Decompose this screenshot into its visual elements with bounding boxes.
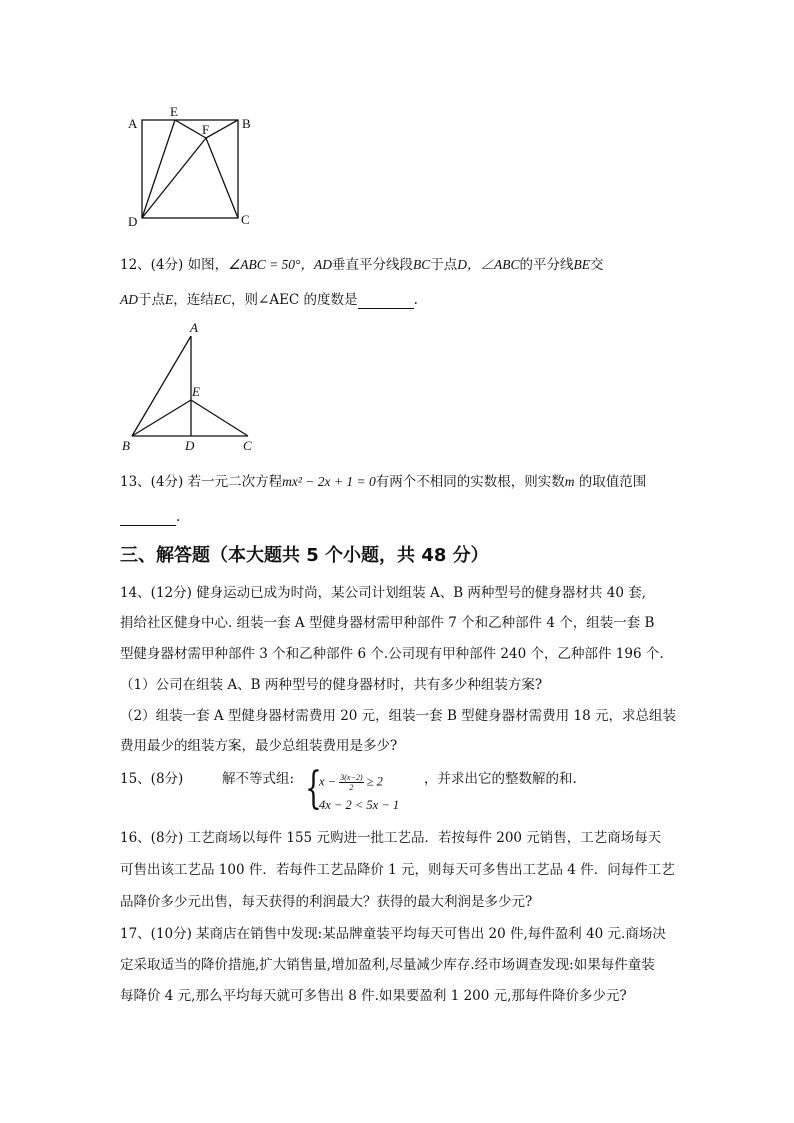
segment-be (132, 400, 191, 436)
q15-text: 解不等式组: (222, 771, 295, 787)
figure-triangle (115, 318, 265, 453)
label-e: E (192, 384, 200, 399)
q12-line1 (120, 256, 603, 274)
label-c: C (243, 438, 252, 453)
q12-l2-ec: EC (213, 292, 232, 307)
q17-line1: 17、(10分) 某商店在销售中发现:某品牌童装平均每天可售出 20 件,每件盈利 40 元.商场决 (120, 926, 666, 942)
label-b: B (242, 116, 251, 131)
q13-line2 (120, 508, 180, 526)
q14-sub2a: （2）组装一套 A 型健身器材需费用 20 元，组装一套 B 型健身器材需费用 18 元，求总组装 (120, 708, 676, 724)
square-abcd (142, 120, 238, 218)
answer-blank[interactable] (120, 511, 176, 526)
label-b: B (122, 438, 130, 453)
q17-line2: 定采取适当的降价措施,扩大销售量,增加盈利,尽量减少库存.经市场调查发现:如果每件童装 (120, 957, 655, 973)
q15-lead: 15、(8分) (120, 771, 184, 787)
q12-abc: ∠ABC (480, 257, 520, 272)
q12-l2-e: E (165, 292, 174, 307)
label-e: E (170, 104, 178, 119)
segment-df (142, 138, 206, 218)
label-f: F (202, 122, 210, 137)
q12-angle: ∠ABC = 50°， (228, 257, 314, 272)
q14-line2: 捐给社区健身中心. 组装一套 A 型健身器材需甲种部件 7 个和乙种部件 4 个，组装一套 B (120, 615, 655, 631)
q13-mid: 有两个不相同的实数根，则实数 (375, 474, 565, 490)
q14-sub1: （1）公司在组装 A、B 两种型号的健身器材时，共有多少种组装方案? (120, 677, 543, 693)
fraction-den: 2 (349, 783, 354, 792)
q12-l2-b: 于点 (138, 292, 165, 308)
label-a: A (128, 116, 138, 131)
q12-be: BE (573, 257, 590, 272)
label-d: D (128, 214, 138, 229)
section-title: 三、解答题（本大题共 5 个小题，共 48 分） (120, 545, 489, 566)
q13-equation: mx² − 2x + 1 = 0 (282, 474, 376, 489)
q15-tail: ，并求出它的整数解的和. (424, 771, 577, 787)
q13-line1 (120, 473, 646, 491)
row1-a: x − (319, 774, 337, 789)
label-a: A (190, 320, 198, 335)
segment-bf (206, 120, 238, 138)
q12-bc: BC (412, 257, 431, 272)
brace-icon: { (305, 763, 322, 814)
q14-line1: 14、(12分) 健身运动已成为时尚，某公司计划组装 A、B 两种型号的健身器材共 40 套, (120, 585, 646, 601)
segment-ab (132, 336, 191, 436)
q12-l2-end: . (413, 292, 418, 308)
q12-text4: 的平分线 (519, 257, 574, 273)
q12-l2-f: ，则∠AEC 的度数是 (231, 292, 358, 308)
q16-line2: 可售出该工艺品 100 件．若每件工艺品降价 1 元，则每天可多售出工艺品 4 件．问每件工艺 (120, 862, 675, 878)
label-c: C (241, 212, 250, 227)
answer-blank[interactable] (358, 294, 414, 309)
q14-line3: 型健身器材需甲种部件 3 个和乙种部件 6 个.公司现有甲种部件 240 个，乙种部件 196 个. (120, 646, 664, 662)
figure-square (120, 100, 270, 235)
q12-text5: 交 (589, 257, 604, 273)
q12-text3: 于点 (430, 257, 458, 273)
q12-line2 (120, 291, 418, 309)
q16-line1: 16、(8分) 工艺商场以每件 155 元购进一批工艺品．若按每件 200 元销售，工艺商场每天 (120, 830, 662, 846)
q12-l2-ad: AD (120, 292, 138, 307)
q13-end: . (176, 509, 181, 525)
inequality-row-2: 4x − 2 < 5x − 1 (319, 798, 400, 812)
row1-b: ≥ 2 (366, 774, 383, 789)
q13-var: m (564, 474, 575, 489)
fraction-num: 3(x−2) (340, 773, 363, 782)
q16-line3: 品降价多少元出售，每天获得的利润最大？获得的最大利润是多少元? (120, 894, 533, 910)
inequality-row-1 (319, 773, 383, 792)
q13-lead: 13、(4分) 若一元二次方程 (120, 474, 283, 490)
segment-cf (206, 138, 238, 218)
q12-l2-d: ，连结 (173, 292, 214, 308)
q17-line3: 每降价 4 元,那么平均每天就可多售出 8 件.如果要盈利 1 200 元,那每件降价多少元? (120, 988, 627, 1004)
segment-ec (191, 400, 248, 436)
segment-de (142, 120, 175, 218)
fraction (339, 773, 363, 792)
q12-ad: AD (313, 257, 332, 272)
q12-d: D， (457, 257, 481, 272)
q12-text2: 垂直平分线段 (331, 257, 413, 273)
q14-sub2b: 费用最少的组装方案，最少总组装费用是多少? (120, 738, 398, 754)
label-d: D (185, 438, 195, 453)
q13-tail: 的取值范围 (578, 474, 647, 490)
q12-lead: 12、(4分) 如图， (120, 257, 229, 273)
